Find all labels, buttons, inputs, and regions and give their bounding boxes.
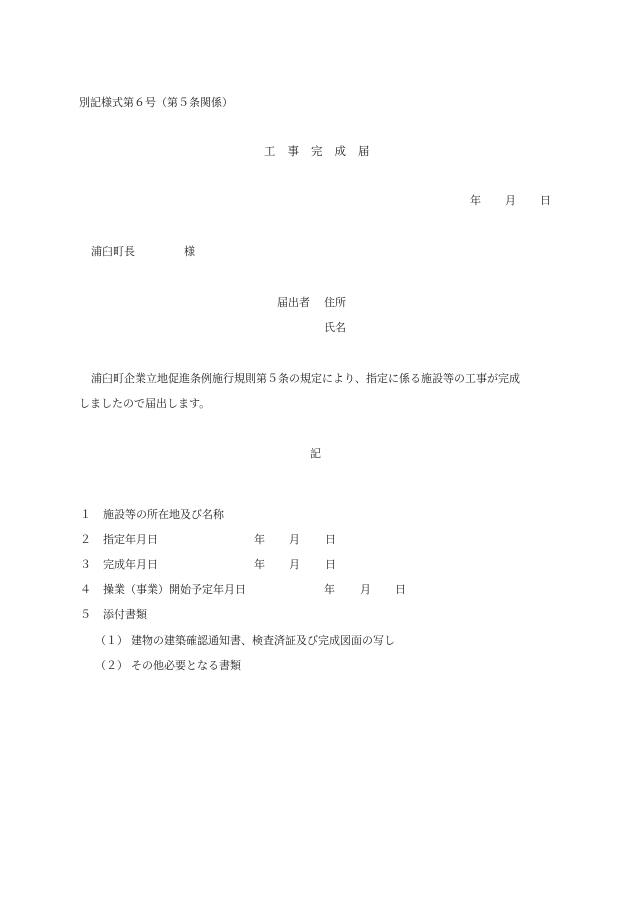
- addressee-name: 浦臼町長: [91, 245, 135, 258]
- item-number: ４: [80, 583, 91, 596]
- item-month: 月: [360, 583, 371, 596]
- item-label: 施設等の所在地及び名称: [103, 508, 224, 521]
- date-month: 月: [505, 194, 516, 207]
- item-number: １: [80, 508, 91, 521]
- item-year: 年: [254, 533, 265, 546]
- body-line-1: 浦臼町企業立地促進条例施行規則第５条の規定により、指定に係る施設等の工事が完成: [91, 372, 520, 385]
- applicant-name-label: 氏名: [324, 321, 346, 334]
- attachment-label: その他必要となる書類: [131, 659, 241, 672]
- date-day: 日: [540, 194, 551, 207]
- attachment-label: 建物の建築確認通知書、検査済証及び完成図面の写し: [131, 634, 395, 647]
- item-number: ２: [80, 533, 91, 546]
- item-label: 完成年月日: [103, 558, 158, 571]
- item-year: 年: [324, 583, 335, 596]
- attachment-number: （２）: [95, 659, 128, 672]
- date-year: 年: [470, 194, 481, 207]
- item-label: 添付書類: [103, 608, 147, 621]
- document-title: 工事完成届: [264, 144, 382, 158]
- item-day: 日: [395, 583, 406, 596]
- item-label: 操業（事業）開始予定年月日: [103, 583, 246, 596]
- item-number: ５: [80, 608, 91, 621]
- applicant-label: 届出者: [277, 296, 310, 309]
- item-month: 月: [289, 558, 300, 571]
- addressee-honorific: 様: [184, 245, 195, 258]
- body-line-2: しましたので届出します。: [79, 397, 211, 410]
- ki-heading: 記: [310, 447, 321, 460]
- item-number: ３: [80, 558, 91, 571]
- item-day: 日: [325, 533, 336, 546]
- attachment-number: （１）: [95, 634, 128, 647]
- item-day: 日: [325, 558, 336, 571]
- item-label: 指定年月日: [103, 533, 158, 546]
- form-label: 別記様式第６号（第５条関係）: [79, 96, 233, 109]
- item-year: 年: [254, 558, 265, 571]
- applicant-address-label: 住所: [324, 296, 346, 309]
- item-month: 月: [289, 533, 300, 546]
